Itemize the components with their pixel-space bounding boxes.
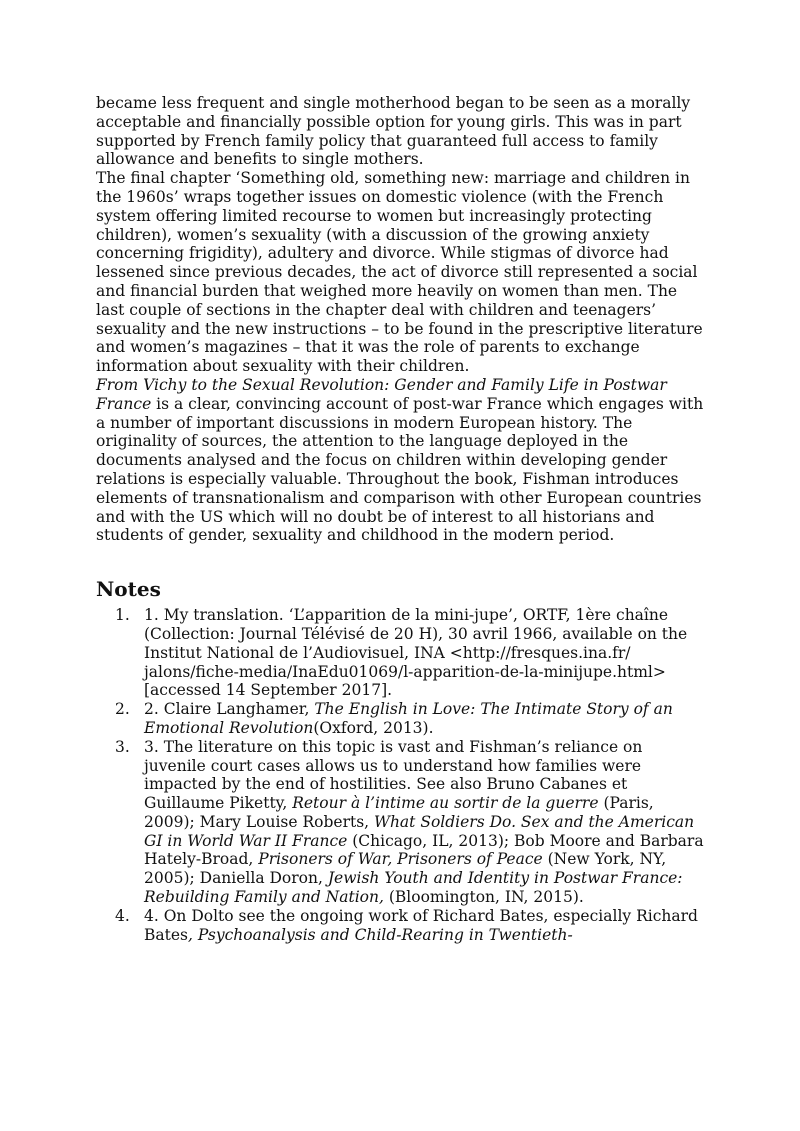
note-title: Prisoners of War, Prisoners of Peace <box>258 850 543 869</box>
note-number: 4. <box>115 906 130 925</box>
note-title: The English in Love: The Intimate Story of an Emotional Revolution <box>144 700 673 737</box>
note-text: (Bloomington, IN, 2015). <box>383 888 584 907</box>
note-title: Retour à l’intime au sortir de la guerre <box>292 794 599 813</box>
book-title: From Vichy to the Sexual Revolution: Gender and Family Life in Postwar France <box>96 375 667 413</box>
note-text: 2. Claire Langhamer, <box>144 700 315 719</box>
document-page <box>96 94 708 944</box>
note-text: 3. The literature on this topic is vast and Fishman’s reliance on juvenile court cases allows us to understand how families were impacted by the end of hostilities. See also Bruno Cabanes et Guillaume Piketty, <box>144 737 643 813</box>
note-text: (New York, NY, 2005); Daniella Doron, <box>144 850 667 888</box>
note-text: 1. My translation. ‘L’apparition de la mini-jupe’, ORTF, 1ère chaîne (Collection: Journal Télévisé de 20 H), 30 avril 1966, available on the Institut National de l’Audiovisuel, INA <http://fresques.ina.fr/ jalons/fiche-media/InaEdu01069/l-apparition-de-la-minijupe.html> [accessed 14 September 2017]. <box>144 606 688 700</box>
note-number: 3. <box>115 737 130 756</box>
body-paragraph: The final chapter ‘Something old, something new: marriage and children in the 1960s’ wraps together issues on domestic violence (with the French system offering limited recourse to women but increasingly protecting children), women’s sexuality (with a discussion of the growing anxiety concerning frigidity), adultery and divorce. While stigmas of divorce had lessened since previous decades, the act of divorce still represented a social and financial burden that weighed more heavily on women than men. The last couple of sections in the chapter deal with children and teenagers’ sexuality and the new instructions – to be found in the prescriptive literature and women’s magazines – that it was the role of parents to exchange information about sexuality with their children. <box>96 169 703 376</box>
body-paragraph: became less frequent and single motherhood began to be seen as a morally acceptable and financially possible option for young girls. This was in part supported by French family policy that guaranteed full access to family allowance and benefits to single mothers. <box>96 94 691 169</box>
note-item <box>96 606 708 700</box>
note-text: 4. On Dolto see the ongoing work of Richard Bates, especially Richard Bates <box>144 906 698 944</box>
body-paragraph <box>96 376 708 545</box>
note-title: , Psychoanalysis and Child-Rearing in Twentieth- <box>188 925 573 944</box>
note-text: (Oxford, 2013). <box>313 718 434 737</box>
notes-list <box>96 606 708 944</box>
paragraph-text: is a clear, convincing account of post-war France which engages with a number of important discussions in modern European history. The originality of sources, the attention to the language deployed in the documents analysed and the focus on children within developing gender relations is especially valuable. Throughout the book, Fishman introduces elements of transnationalism and comparison with other European countries and with the US which will no doubt be of interest to all historians and students of gender, sexuality and childhood in the modern period. <box>96 394 704 545</box>
note-number: 1. <box>115 606 130 625</box>
note-title: Jewish Youth and Identity in Postwar France: Rebuilding Family and Nation, <box>144 869 683 907</box>
note-number: 2. <box>115 700 130 719</box>
note-item <box>96 700 708 738</box>
note-text: (Paris, 2009); Mary Louise Roberts, <box>144 794 654 831</box>
note-title: What Soldiers Do. Sex and the American GI in World War II France <box>144 812 695 850</box>
note-text: (Chicago, IL, 2013); Bob Moore and Barbara Hately-Broad, <box>144 831 704 869</box>
notes-heading: Notes <box>96 577 161 602</box>
note-item <box>96 738 708 907</box>
note-item <box>96 907 708 945</box>
